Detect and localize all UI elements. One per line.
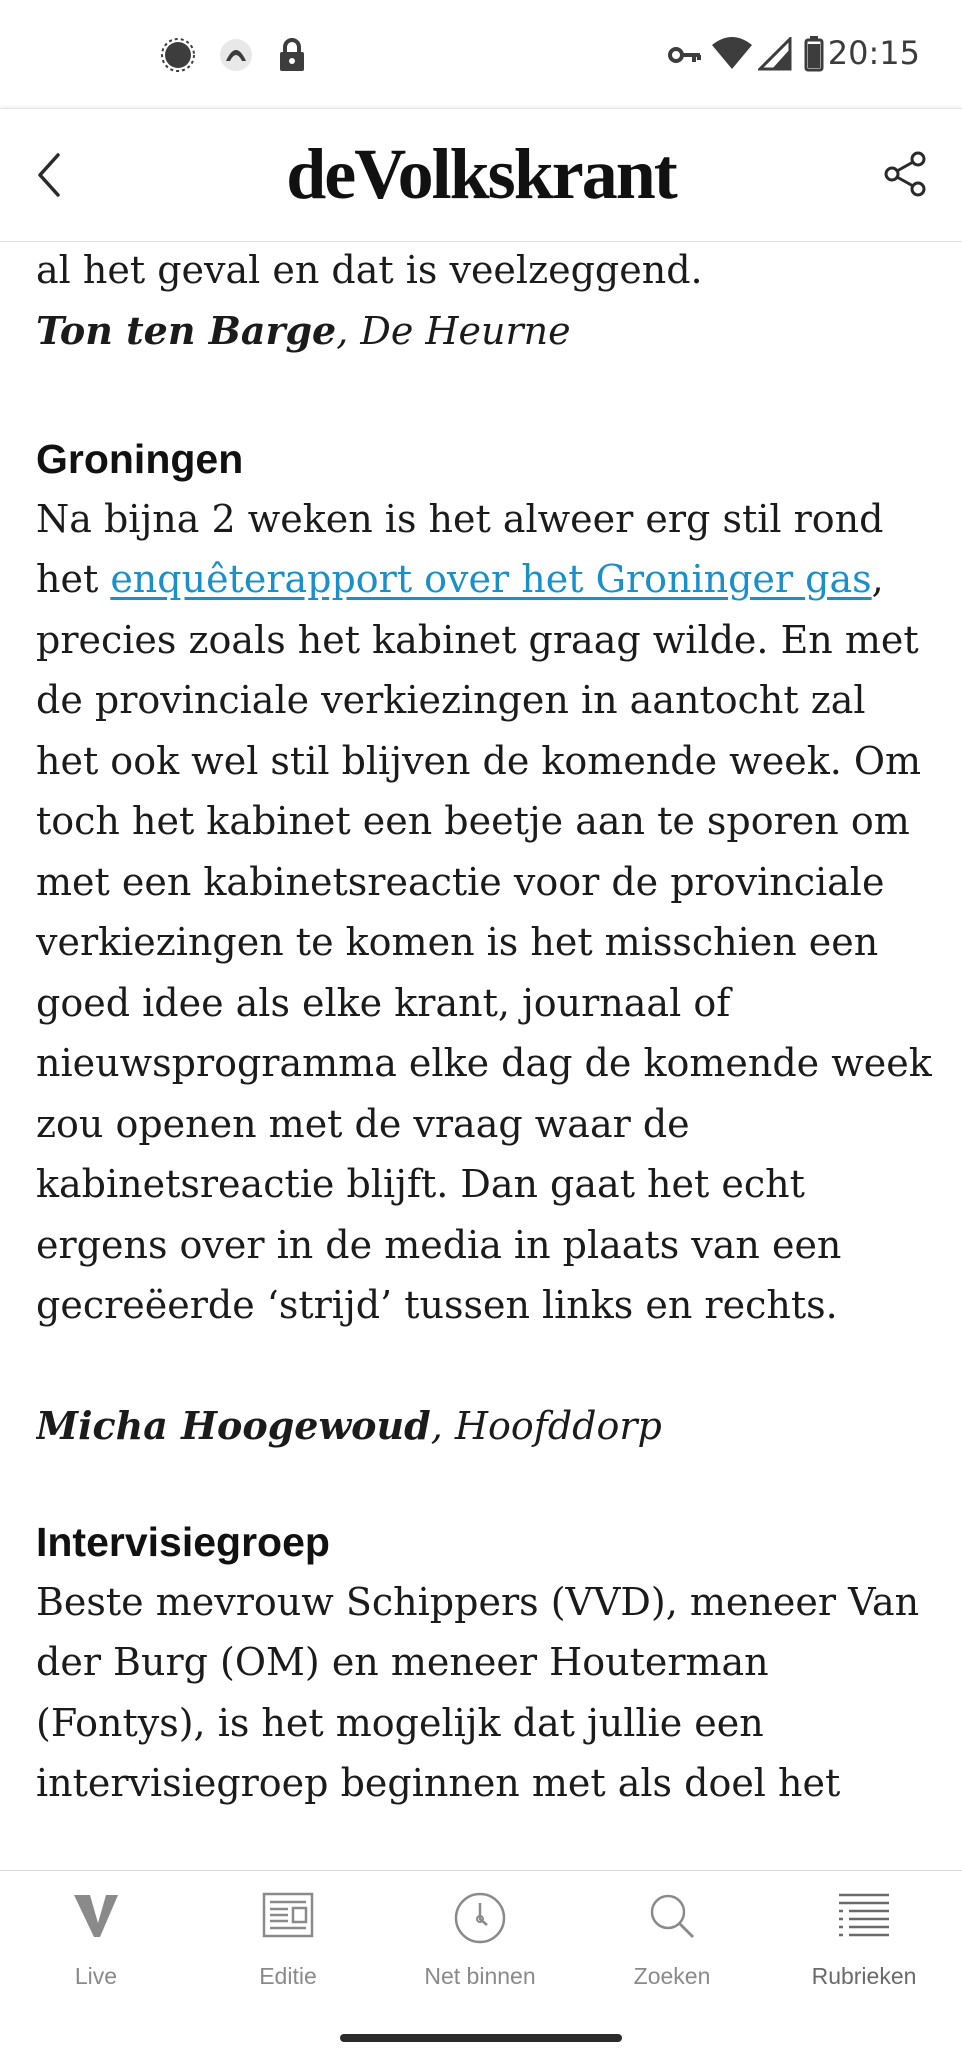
section-heading: Intervisiegroep bbox=[36, 1518, 330, 1565]
battery-icon bbox=[804, 36, 824, 72]
clock-time: 20:15 bbox=[827, 34, 920, 72]
nav-label: Net binnen bbox=[424, 1963, 536, 1989]
nav-item-editie[interactable] bbox=[192, 1871, 384, 2001]
nav-label: Live bbox=[74, 1963, 118, 1989]
nav-item-net-binnen[interactable] bbox=[384, 1871, 576, 2001]
nav-label: Zoeken bbox=[633, 1963, 711, 1989]
paragraph bbox=[36, 489, 936, 1336]
author-place: , Hoofddorp bbox=[430, 1403, 662, 1448]
lock-icon bbox=[276, 37, 308, 73]
letter-signature bbox=[36, 301, 936, 361]
author-place: , De Heurne bbox=[336, 308, 571, 353]
search-icon bbox=[647, 1891, 697, 1941]
list-icon bbox=[837, 1891, 891, 1937]
signal-messenger-icon bbox=[160, 37, 196, 73]
nav-item-zoeken[interactable] bbox=[576, 1871, 768, 2001]
paragraph-text: , precies zoals het kabinet graag wilde. En met de provinciale verkiezingen in aantocht zal het ook wel stil blijven de komende week. Om toch het kabinet een beetje aan te sporen om met een kabinetsreactie voor de provinciale verkiezingen te komen is het misschien een goed idee als elke krant, journaal of nieuwsprogramma elke dag de komende week zou openen met de vraag waar de kabinetsreactie blijft. Dan gaat het echt ergens over in de media in plaats van een gecreëerde ‘strijd’ tussen links en rechts. bbox=[36, 557, 932, 1327]
enquete-report-link[interactable]: enquêterapport over het Groninger gas bbox=[110, 557, 872, 601]
newspaper-icon bbox=[262, 1891, 314, 1939]
cellular-icon bbox=[758, 37, 792, 71]
share-button[interactable] bbox=[880, 149, 930, 199]
wifi-icon bbox=[712, 37, 752, 71]
paragraph-text: Na bijna 2 weken is het alweer erg stil rond het bbox=[36, 496, 884, 601]
letter-signature bbox=[36, 1396, 936, 1456]
key-icon bbox=[668, 44, 702, 66]
author-name: Micha Hoogewoud bbox=[36, 1402, 431, 1448]
paragraph: Beste mevrouw Schippers (VVD), meneer Van der Burg (OM) en meneer Houterman (Fontys), is het mogelijk dat jullie een intervisiegroep beginnen met als doel het bbox=[36, 1579, 920, 1805]
home-indicator[interactable] bbox=[340, 2034, 622, 2042]
bottom-navigation bbox=[0, 1870, 962, 2049]
app-header bbox=[0, 108, 962, 242]
status-bar bbox=[0, 0, 962, 108]
nav-label: Editie bbox=[259, 1963, 317, 1989]
nav-label: Rubrieken bbox=[811, 1963, 917, 1989]
clock-icon bbox=[453, 1891, 507, 1945]
article-body bbox=[36, 240, 936, 1870]
section-heading: Groningen bbox=[36, 435, 244, 482]
volkskrant-v-icon bbox=[72, 1891, 120, 1939]
author-name: Ton ten Barge bbox=[36, 307, 337, 353]
nav-item-live[interactable] bbox=[0, 1871, 192, 2001]
nav-item-rubrieken[interactable] bbox=[768, 1871, 960, 2001]
volkskrant-logo[interactable]: deVolkskrant bbox=[286, 134, 676, 214]
vpn-shield-icon bbox=[218, 37, 254, 73]
paragraph: al het geval en dat is veelzeggend. bbox=[36, 248, 703, 292]
